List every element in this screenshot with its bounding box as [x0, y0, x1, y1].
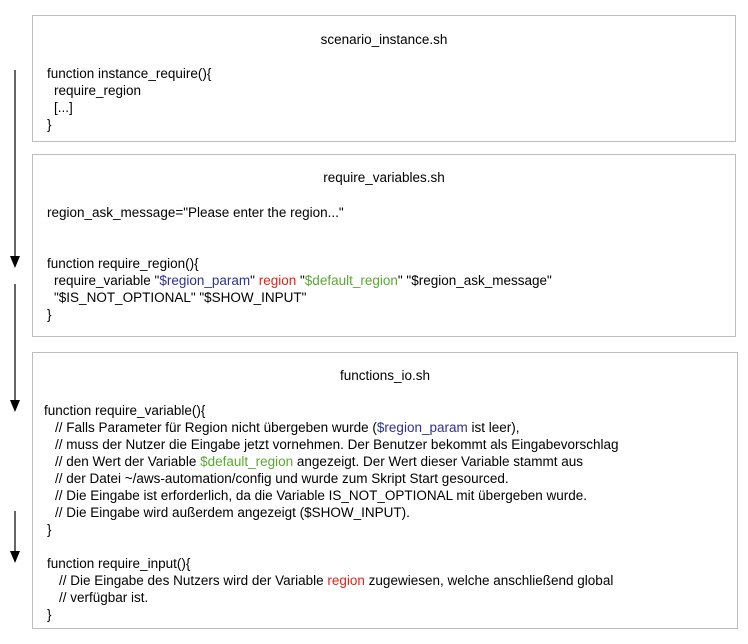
default-region-var: $default_region	[304, 273, 398, 288]
require-variables-box	[32, 154, 736, 337]
flow-arrow-1	[9, 70, 21, 270]
code-comment: // Die Eingabe wird außerdem angezeigt ($SHOW_INPUT).	[55, 505, 410, 520]
code-line	[54, 272, 552, 289]
code-comment: // verfügbar ist.	[59, 590, 149, 605]
code-text: ist leer),	[467, 420, 520, 435]
code-line: }	[47, 522, 52, 537]
region-var: region	[258, 273, 297, 288]
code-line: region_ask_message="Please enter the region..."	[47, 205, 344, 220]
default-region-var: $default_region	[200, 454, 294, 469]
code-text: // den Wert der Variable	[55, 454, 201, 469]
code-comment: // der Datei ~/aws-automation/config und wurde zum Skript Start gesourced.	[55, 471, 509, 486]
code-line: require_region	[54, 83, 142, 98]
region-param-var: $region_param	[159, 273, 251, 288]
code-text: angezeigt. Der Wert dieser Variable stammt aus	[293, 454, 584, 469]
code-line: function require_variable(){	[44, 403, 206, 418]
code-text: // Die Eingabe des Nutzers wird der Variable	[59, 573, 328, 588]
flow-arrow-3	[9, 511, 21, 565]
functions-io-box	[32, 352, 738, 629]
box-title: scenario_instance.sh	[320, 32, 448, 47]
code-line: }	[47, 307, 52, 322]
code-text: // Falls Parameter für Region nicht übergeben wurde (	[55, 420, 377, 435]
code-text: "	[250, 273, 259, 288]
code-line: }	[47, 607, 52, 622]
code-comment: // muss der Nutzer die Eingabe jetzt vornehmen. Der Benutzer bekommt als Eingabevorschlag	[55, 437, 619, 452]
code-line: "$IS_NOT_OPTIONAL" "$SHOW_INPUT"	[54, 290, 307, 305]
scenario-instance-box	[32, 15, 736, 142]
code-text: " "$region_ask_message"	[397, 273, 552, 288]
region-var: region	[327, 573, 365, 588]
code-line: }	[47, 117, 52, 132]
code-comment	[55, 419, 520, 436]
code-comment	[59, 572, 613, 589]
code-text: zugewiesen, welche anschließend global	[364, 573, 614, 588]
region-param-var: $region_param	[376, 420, 468, 435]
code-text: require_variable "	[54, 273, 160, 288]
flow-arrow-2	[9, 284, 21, 414]
code-line: function require_region(){	[47, 256, 199, 271]
code-line: function require_input(){	[47, 556, 191, 571]
code-comment	[55, 453, 583, 470]
code-text: "	[296, 273, 305, 288]
code-line: [...]	[54, 100, 73, 115]
box-title: require_variables.sh	[323, 170, 445, 185]
code-comment: // Die Eingabe ist erforderlich, da die Variable IS_NOT_OPTIONAL mit übergeben wurde.	[55, 488, 588, 503]
box-title: functions_io.sh	[339, 368, 431, 383]
code-line: function instance_require(){	[47, 66, 212, 81]
